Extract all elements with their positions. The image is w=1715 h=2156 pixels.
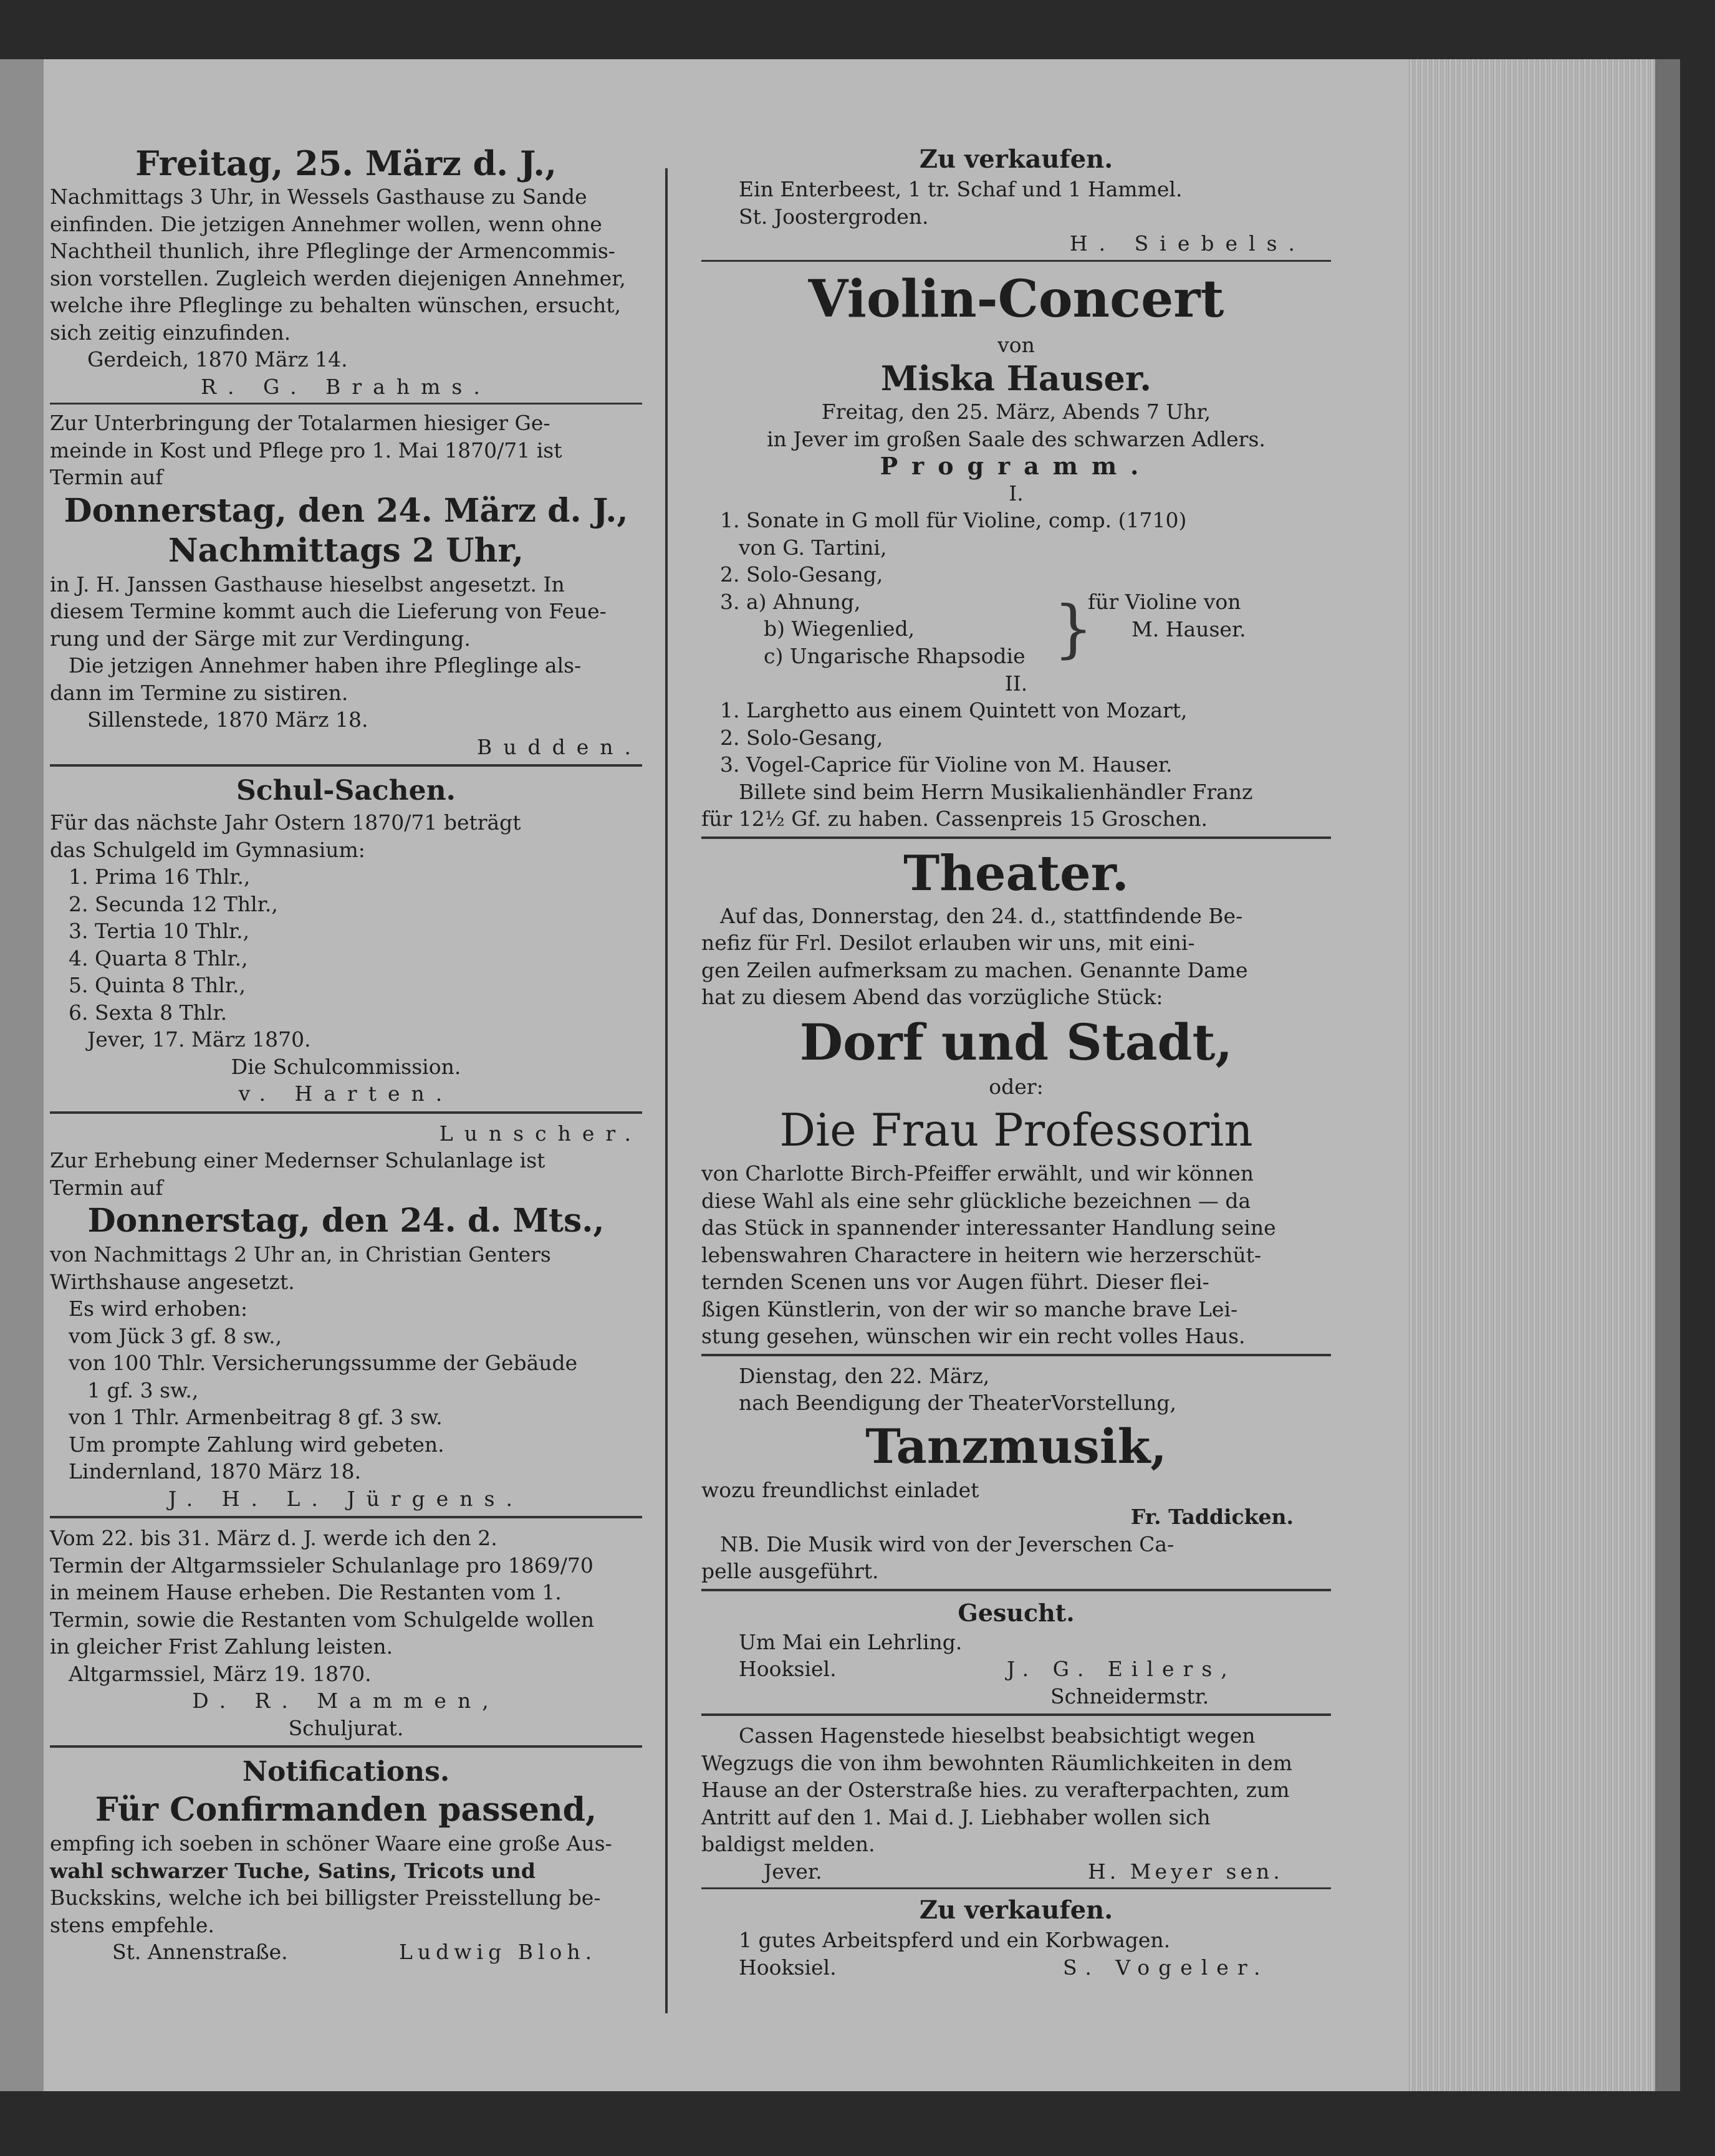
place-date: Jever. — [764, 1859, 822, 1884]
program-note: für Violine von — [1088, 589, 1241, 614]
program-item: b) Wiegenlied, — [764, 616, 915, 641]
program-item: 3. a) Ahnung, — [720, 589, 861, 614]
text-line: pelle ausgeführt. — [701, 1559, 879, 1583]
text-line: nefiz für Frl. Desilot erlauben wir uns, mit eini- — [701, 931, 1195, 955]
text-line: vom Jück 3 gf. 8 sw., — [69, 1323, 282, 1348]
text-line: wozu freundlichst einladet — [701, 1477, 979, 1502]
signature: Die Schulcommission. — [231, 1054, 461, 1079]
place-date: Altgarmssiel, März 19. 1870. — [69, 1661, 372, 1686]
signature: Schuljurat. — [288, 1715, 404, 1740]
text-line: Ein Enterbeest, 1 tr. Schaf und 1 Hammel. — [739, 177, 1183, 201]
program-item: 3. Vogel-Caprice für Violine von M. Hauser. — [720, 752, 1173, 777]
text-line: in J. H. Janssen Gasthause hieselbst angesetzt. In — [50, 572, 565, 596]
text-line: von — [997, 332, 1035, 357]
program-item: von G. Tartini, — [739, 535, 887, 560]
separator-rule — [701, 1589, 1331, 1591]
tanzmusik-title: Tanzmusik, — [865, 1418, 1167, 1474]
concert-title: Violin-Concert — [808, 269, 1224, 329]
column-divider — [665, 168, 668, 2013]
text-line: lebenswahren Charactere in heitern wie herzerschüt- — [701, 1242, 1262, 1267]
text-line: dann im Termine zu sistiren. — [50, 680, 348, 705]
signature-row — [701, 1655, 1331, 1683]
place-date: Lindernland, 1870 März 18. — [69, 1459, 362, 1483]
artist-name: Miska Hauser. — [880, 358, 1152, 398]
signature: D. R. Mammen, — [192, 1689, 500, 1713]
signature: Lunscher. — [439, 1121, 642, 1146]
play-title: Dorf und Stadt, — [799, 1012, 1233, 1071]
programm-heading: Programm. — [880, 452, 1153, 480]
program-group — [701, 588, 1331, 670]
section-heading: Notifications. — [242, 1756, 450, 1788]
signature: v. Harten. — [238, 1081, 454, 1106]
notice-heading: Nachmittags 2 Uhr, — [168, 531, 524, 570]
previous-page-edge — [0, 59, 44, 2091]
place-date: Hooksiel. — [739, 1955, 837, 1980]
text-line: gen Zeilen aufmerksam zu machen. Genannte Dame — [701, 957, 1248, 982]
notice-theater — [701, 845, 1331, 1350]
signature: H. Meyer sen. — [1088, 1859, 1284, 1884]
program-item: c) Ungarische Rhapsodie — [764, 643, 1026, 668]
notice-armencommission — [50, 143, 642, 400]
text-line: Wegzugs die von ihm bewohnten Räumlichkeiten in dem — [701, 1750, 1292, 1775]
program-note: M. Hauser. — [1131, 616, 1246, 641]
text-line: Nachtheil thunlich, ihre Pfleglinge der Armencommis- — [50, 239, 615, 263]
text-line: stung gesehen, wünschen wir ein recht volles Haus. — [701, 1324, 1246, 1348]
text-line: empfing ich soeben in schöner Waare eine große Aus- — [50, 1831, 612, 1856]
text-line: Termin auf — [50, 1175, 163, 1200]
list-item: 5. Quinta 8 Thlr., — [69, 973, 246, 997]
signature-row — [701, 1858, 1331, 1885]
text-line: in meinem Hause erheben. Die Restanten vom 1. — [50, 1580, 562, 1604]
text-line: St. Joostergroden. — [739, 204, 929, 229]
text-line: NB. Die Musik wird von der Jeverschen Ca- — [720, 1531, 1175, 1556]
notice-totalarmen — [50, 410, 642, 760]
program-item: 2. Solo-Gesang, — [720, 562, 883, 587]
text-line: Termin, sowie die Restanten vom Schulgelde wollen — [50, 1607, 594, 1632]
notice-verafterpachtung — [701, 1722, 1331, 1885]
text-line: Die jetzigen Annehmer haben ihre Pfleglinge als- — [69, 653, 582, 678]
brace-symbol: } — [1054, 592, 1093, 665]
list-item: 1. Prima 16 Thlr., — [69, 865, 251, 889]
part-number: I. — [1009, 481, 1024, 505]
text-line: das Stück in spannender interessanter Handlung seine — [701, 1215, 1276, 1240]
text-line: Um Mai ein Lehrling. — [739, 1629, 963, 1654]
text-line: wahl schwarzer Tuche, Satins, Tricots und — [50, 1858, 536, 1883]
place-date: Hooksiel. — [739, 1657, 837, 1681]
text-line: Wirthshause angesetzt. — [50, 1269, 295, 1294]
list-item: 4. Quarta 8 Thlr., — [69, 946, 248, 970]
text-line: diese Wahl als eine sehr glückliche bezeichnen — da — [701, 1188, 1251, 1213]
text-line: diesem Termine kommt auch die Lieferung von Feue- — [50, 599, 607, 623]
section-heading: Zu verkaufen. — [919, 1895, 1113, 1925]
text-line: in gleicher Frist Zahlung leisten. — [50, 1634, 393, 1659]
list-item: 2. Secunda 12 Thlr., — [69, 891, 278, 916]
signature: R. G. Brahms. — [201, 374, 491, 399]
text-line: oder: — [989, 1074, 1044, 1099]
separator-rule — [50, 764, 642, 767]
text-line: Termin auf — [50, 465, 163, 489]
text-line: Vom 22. bis 31. März d. J. werde ich den 2. — [50, 1526, 497, 1550]
separator-rule — [701, 1887, 1331, 1889]
text-line: Nachmittags 3 Uhr, in Wessels Gasthause zu Sande — [50, 184, 587, 209]
program-item: 1. Sonate in G moll für Violine, comp. (1710) — [720, 508, 1187, 532]
text-line: Cassen Hagenstede hieselbst beabsichtigt wegen — [739, 1723, 1256, 1748]
separator-rule — [701, 1713, 1331, 1716]
text-line: sion vorstellen. Zugleich werden diejenigen Annehmer, — [50, 266, 626, 290]
text-line: hat zu diesem Abend das vorzügliche Stück: — [701, 985, 1163, 1009]
notice-violin-concert — [701, 267, 1331, 833]
signature: H. Siebels. — [1069, 231, 1306, 256]
text-line: Hause an der Osterstraße hies. zu verafterpachten, zum — [701, 1778, 1290, 1802]
notice-zu-verkaufen-2 — [701, 1894, 1331, 1981]
text-line: Termin der Altgarmssieler Schulanlage pro 1869/70 — [50, 1553, 593, 1578]
text-line: für 12½ Gf. zu haben. Cassenpreis 15 Groschen. — [701, 807, 1208, 831]
signature: Fr. Taddicken. — [1130, 1505, 1294, 1529]
text-line: 1 gutes Arbeitspferd und ein Korbwagen. — [739, 1928, 1171, 1952]
text-line: von Charlotte Birch-Pfeiffer erwählt, und wir können — [701, 1161, 1254, 1186]
list-item: 6. Sexta 8 Thlr. — [69, 1000, 228, 1025]
notice-tanzmusik — [701, 1363, 1331, 1585]
notice-heading: Donnerstag, den 24. März d. J., — [64, 491, 628, 530]
text-line: Zur Unterbringung der Totalarmen hiesiger Ge- — [50, 411, 550, 435]
notice-medernser-schulanlage — [50, 1120, 642, 1513]
signature-row — [701, 1954, 1331, 1981]
text-line: Zur Erhebung einer Medernser Schulanlage ist — [50, 1148, 545, 1172]
program-item: 2. Solo-Gesang, — [720, 725, 883, 750]
separator-rule — [50, 1516, 642, 1518]
signature: S. Vogeler. — [1063, 1955, 1269, 1980]
text-line: von 100 Thlr. Versicherungssumme der Gebäude — [69, 1351, 578, 1375]
part-number: II. — [1004, 671, 1028, 696]
theater-title: Theater. — [903, 845, 1129, 902]
text-line: Um prompte Zahlung wird gebeten. — [69, 1432, 444, 1457]
text-line: ßigen Künstlerin, von der wir so manche brave Lei- — [701, 1296, 1238, 1321]
text-line: Es wird erhoben: — [69, 1296, 248, 1321]
text-line: Buckskins, welche ich bei billigster Preisstellung be- — [50, 1885, 601, 1910]
section-heading: Schul-Sachen. — [236, 775, 456, 807]
separator-rule — [701, 836, 1331, 839]
notice-notifications — [50, 1754, 642, 1966]
notice-heading: Für Confirmanden passend, — [95, 1791, 597, 1829]
text-line: stens empfehle. — [50, 1912, 214, 1937]
text-line: meinde in Kost und Pflege pro 1. Mai 1870/71 ist — [50, 438, 562, 462]
left-column — [50, 143, 642, 1966]
notice-zu-verkaufen-1 — [701, 143, 1331, 257]
place-date: St. Annenstraße. — [112, 1940, 288, 1964]
program-item: 1. Larghetto aus einem Quintett von Mozart, — [720, 698, 1188, 722]
book-cover-edge — [1655, 59, 1680, 2091]
signature: J. G. Eilers, — [1007, 1657, 1236, 1681]
signature: Schneidermstr. — [1050, 1684, 1209, 1708]
signature-row — [50, 1938, 642, 1966]
signature: J. H. L. Jürgens. — [168, 1486, 524, 1511]
text-line: von 1 Thlr. Armenbeitrag 8 gf. 3 sw. — [69, 1405, 443, 1429]
section-heading: Gesucht. — [958, 1598, 1075, 1627]
separator-rule — [50, 1745, 642, 1748]
place-date: Sillenstede, 1870 März 18. — [87, 707, 368, 732]
notice-heading: Donnerstag, den 24. d. Mts., — [87, 1202, 605, 1240]
signature: Ludwig Bloh. — [399, 1940, 597, 1964]
separator-rule — [50, 1111, 642, 1114]
text-line: welche ihre Pfleglinge zu behalten wünschen, ersucht, — [50, 293, 622, 317]
play-subtitle: Die Frau Professorin — [779, 1104, 1253, 1156]
notice-gesucht — [701, 1598, 1331, 1710]
text-line: 1 gf. 3 sw., — [87, 1377, 199, 1402]
book-block-edge — [1409, 59, 1655, 2091]
text-line: von Nachmittags 2 Uhr an, in Christian Genters — [50, 1242, 551, 1267]
text-line: Billete sind beim Herrn Musikalienhändler Franz — [739, 779, 1253, 804]
text-line: das Schulgeld im Gymnasium: — [50, 837, 365, 862]
text-line: rung und der Särge mit zur Verdingung. — [50, 626, 471, 651]
text-line: Dienstag, den 22. März, — [739, 1363, 990, 1388]
text-line: Freitag, den 25. März, Abends 7 Uhr, — [821, 400, 1211, 424]
right-column — [701, 143, 1331, 1981]
place-date: Jever, 17. März 1870. — [87, 1027, 311, 1052]
text-line: baldigst melden. — [701, 1832, 875, 1856]
text-line: einfinden. Die jetzigen Annehmer wollen, wenn ohne — [50, 211, 602, 236]
notice-schul-sachen — [50, 773, 642, 1108]
notice-heading: Freitag, 25. März d. J., — [135, 143, 557, 183]
text-line: Antritt auf den 1. Mai d. J. Liebhaber wollen sich — [701, 1804, 1211, 1829]
list-item: 3. Tertia 10 Thlr., — [69, 919, 250, 943]
text-line: Für das nächste Jahr Ostern 1870/71 beträgt — [50, 810, 521, 835]
notice-altgarmssiel — [50, 1525, 642, 1742]
text-line: Auf das, Donnerstag, den 24. d., stattfindende Be- — [720, 903, 1243, 928]
text-line: nach Beendigung der TheaterVorstellung, — [739, 1391, 1176, 1415]
separator-rule — [701, 1354, 1331, 1356]
section-heading: Zu verkaufen. — [919, 145, 1113, 174]
text-line: in Jever im großen Saale des schwarzen Adlers. — [767, 426, 1266, 451]
separator-rule — [50, 403, 642, 405]
place-date: Gerdeich, 1870 März 14. — [87, 347, 348, 371]
signature: Budden. — [476, 734, 642, 759]
text-line: ternden Scenen uns vor Augen führt. Dieser flei- — [701, 1270, 1209, 1294]
text-line: sich zeitig einzufinden. — [50, 320, 291, 345]
separator-rule — [701, 260, 1331, 262]
